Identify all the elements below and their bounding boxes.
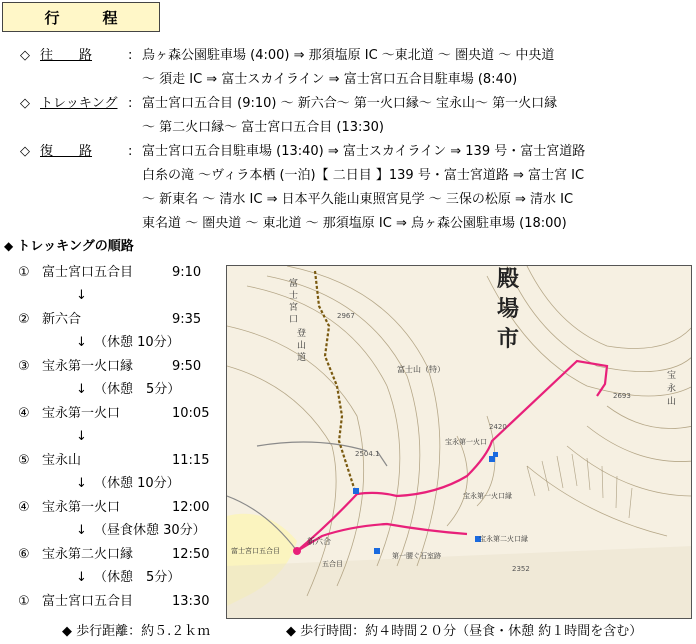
trail-name-3: 宮 bbox=[289, 303, 299, 313]
step-number: ④ bbox=[18, 500, 30, 515]
down-arrow-icon: ↓ bbox=[76, 335, 87, 350]
rest-note: （昼食休憩 30分） bbox=[94, 523, 206, 538]
trekking-order-heading bbox=[4, 236, 134, 256]
place-ruins: 第一腰ぐ石室跡 bbox=[392, 552, 441, 560]
place-hoei-crater-1: 宝永第一火口 bbox=[445, 438, 487, 446]
outbound-line-2: ～ 須走 IC ⇒ 富士スカイライン ⇒ 富士宮口五合目駐車場 (8:40) bbox=[142, 72, 518, 87]
step-name: 宝永第一火口 bbox=[42, 406, 121, 421]
step-row bbox=[0, 403, 226, 425]
rest-note: （休憩 10分） bbox=[94, 476, 180, 491]
step-row bbox=[0, 591, 226, 613]
trekking-row bbox=[0, 92, 696, 116]
bullet-icon: ◆ bbox=[4, 239, 14, 253]
map-city-char-3: 市 bbox=[497, 327, 520, 352]
elevation-2420: 2420 bbox=[489, 423, 507, 431]
map-city-char-1: 殿 bbox=[497, 267, 520, 292]
hoei-label-2: 永 bbox=[667, 384, 677, 394]
trail-name-5: 登 bbox=[297, 329, 307, 339]
colon: : bbox=[128, 144, 133, 159]
hoei-label-3: 山 bbox=[667, 397, 677, 407]
step-time: 13:30 bbox=[172, 594, 210, 609]
diamond-icon: ◇ bbox=[20, 144, 30, 159]
step-name: 富士宮口五合目 bbox=[42, 265, 134, 280]
trail-map bbox=[226, 265, 692, 619]
diamond-icon: ◇ bbox=[20, 96, 30, 111]
rest-note: （休憩 10分） bbox=[94, 335, 180, 350]
down-arrow-icon: ↓ bbox=[76, 429, 87, 444]
return-row-2 bbox=[0, 164, 696, 188]
elevation-2352: 2352 bbox=[512, 565, 530, 573]
trekking-line-2: ～ 第二火口縁～ 富士宮口五合目 (13:30) bbox=[142, 120, 385, 135]
step-name: 宝永第一火口 bbox=[42, 500, 121, 515]
step-time: 9:35 bbox=[172, 312, 202, 327]
step-number: ③ bbox=[18, 359, 30, 374]
step-time: 10:05 bbox=[172, 406, 210, 421]
return-row-3 bbox=[0, 188, 696, 212]
rest-note: （休憩 5分） bbox=[94, 382, 181, 397]
trail-name-2: 士 bbox=[289, 291, 299, 301]
trail-name-4: 口 bbox=[289, 315, 299, 325]
trail-name-1: 富 bbox=[289, 279, 299, 289]
rest-note: （休憩 5分） bbox=[94, 570, 181, 585]
down-arrow-icon: ↓ bbox=[76, 382, 87, 397]
step-row bbox=[0, 544, 226, 566]
fuji-label: 富士山（特） bbox=[397, 365, 445, 374]
return-line-2: 白糸の滝 ～ヴィラ本栖 (一泊)【 二日目 】139 号・富士宮道路 ⇒ 富士宮 IC bbox=[142, 168, 585, 183]
step-arrow bbox=[0, 285, 226, 307]
step-number: ② bbox=[18, 312, 30, 327]
step-arrow bbox=[0, 567, 226, 589]
trekking-order-title: トレッキングの順路 bbox=[17, 239, 134, 254]
topographic-map-svg bbox=[227, 266, 692, 619]
outbound-row bbox=[0, 44, 696, 68]
outbound-label: 往 路 bbox=[40, 48, 93, 63]
return-line-4: 東名道 ～ 圏央道 ～ 東北道 ～ 那須塩原 IC ⇒ 烏ヶ森公園駐車場 (18:00) bbox=[142, 216, 567, 231]
step-name: 富士宮口五合目 bbox=[42, 594, 134, 609]
colon: : bbox=[128, 48, 133, 63]
step-arrow bbox=[0, 520, 226, 542]
map-city-char-2: 場 bbox=[497, 297, 520, 322]
step-row bbox=[0, 262, 226, 284]
step-number: ① bbox=[18, 265, 30, 280]
down-arrow-icon: ↓ bbox=[76, 523, 87, 538]
place-hoei-rim-1: 宝永第一火口縁 bbox=[463, 492, 512, 500]
place-hoei-rim-2: 宝永第二火口縁 bbox=[479, 535, 528, 543]
step-arrow bbox=[0, 332, 226, 354]
step-time: 12:00 bbox=[172, 500, 210, 515]
colon: : bbox=[128, 96, 133, 111]
return-row-4 bbox=[0, 212, 696, 236]
return-line-3: ～ 新東名 ～ 清水 IC ⇒ 日本平久能山東照宮見学 ～ 三保の松原 ⇒ 清水 IC bbox=[142, 192, 574, 207]
step-number: ④ bbox=[18, 406, 30, 421]
step-name: 宝永第一火口縁 bbox=[42, 359, 134, 374]
step-name: 宝永第二火口縁 bbox=[42, 547, 134, 562]
trekking-row-2 bbox=[0, 116, 696, 140]
down-arrow-icon: ↓ bbox=[76, 570, 87, 585]
step-name: 新六合 bbox=[42, 312, 82, 327]
return-line-1: 富士宮口五合目駐車場 (13:40) ⇒ 富士スカイライン ⇒ 139 号・富士宮道路 bbox=[142, 144, 586, 159]
step-arrow bbox=[0, 473, 226, 495]
outbound-row-2 bbox=[0, 68, 696, 92]
elevation-2967: 2967 bbox=[337, 312, 355, 320]
trail-name-6: 山 bbox=[297, 341, 307, 351]
section-title: 行 程 bbox=[2, 2, 160, 32]
step-row bbox=[0, 497, 226, 519]
step-number: ⑥ bbox=[18, 547, 30, 562]
down-arrow-icon: ↓ bbox=[76, 476, 87, 491]
step-arrow bbox=[0, 379, 226, 401]
step-name: 宝永山 bbox=[42, 453, 82, 468]
step-time: 12:50 bbox=[172, 547, 210, 562]
outbound-line-1: 烏ヶ森公園駐車場 (4:00) ⇒ 那須塩原 IC ～東北道 ～ 圏央道 ～ 中央道 bbox=[142, 48, 555, 63]
elevation-2504: 2504.1 bbox=[355, 450, 380, 458]
hoei-label-1: 宝 bbox=[667, 371, 677, 381]
walking-distance: ◆ 歩行距離：約５.２ｋｍ bbox=[62, 624, 211, 639]
walking-time: ◆ 歩行時間：約４時間２０分（昼食・休憩 約１時間を含む） bbox=[286, 624, 643, 639]
place-shinrokugo: 新六合 bbox=[307, 537, 331, 546]
step-time: 11:15 bbox=[172, 453, 210, 468]
start-marker bbox=[293, 547, 301, 555]
return-label: 復 路 bbox=[40, 144, 93, 159]
step-time: 9:50 bbox=[172, 359, 202, 374]
down-arrow-icon: ↓ bbox=[76, 288, 87, 303]
diamond-icon: ◇ bbox=[20, 48, 30, 63]
step-row bbox=[0, 309, 226, 331]
step-row bbox=[0, 450, 226, 472]
step-number: ⑤ bbox=[18, 453, 30, 468]
trekking-line-1: 富士宮口五合目 (9:10) ～ 新六合～ 第一火口縁～ 宝永山～ 第一火口縁 bbox=[142, 96, 558, 111]
place-5th-station: 五合目 bbox=[322, 560, 343, 568]
return-row bbox=[0, 140, 696, 164]
step-number: ① bbox=[18, 594, 30, 609]
step-time: 9:10 bbox=[172, 265, 202, 280]
trail-name-7: 道 bbox=[297, 353, 307, 363]
step-arrow bbox=[0, 426, 226, 448]
place-fujinomiya-5th: 富士宮口五合目 bbox=[231, 547, 280, 555]
step-row bbox=[0, 356, 226, 378]
trekking-label: トレッキング bbox=[40, 96, 118, 111]
elevation-2693: 2693 bbox=[613, 392, 631, 400]
